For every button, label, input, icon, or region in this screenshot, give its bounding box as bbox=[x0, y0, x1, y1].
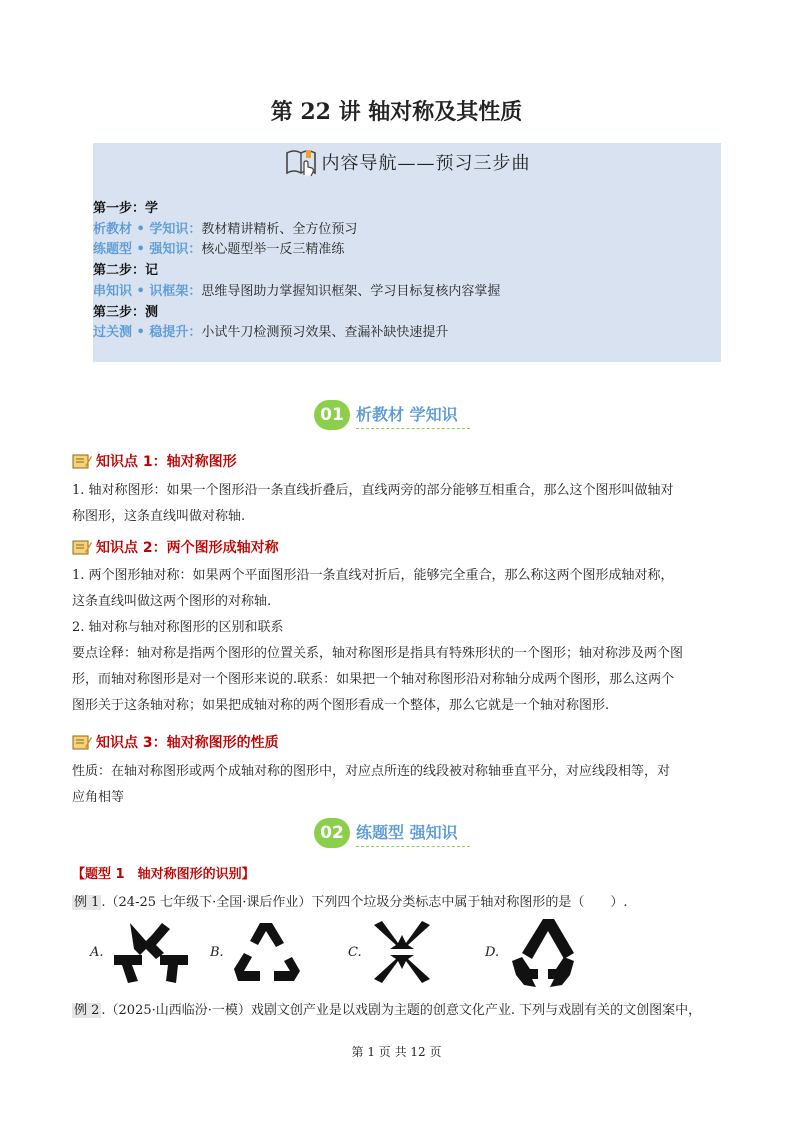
option-b-recycling-symbol bbox=[230, 919, 302, 985]
section-heading-02 bbox=[314, 818, 470, 848]
option-c-arrows-symbol bbox=[370, 921, 434, 983]
nav-line2-text: 核心题型举一反三精准练 bbox=[201, 242, 345, 258]
example-label: 例 1 bbox=[74, 895, 100, 910]
knowledge-point-2-body bbox=[72, 563, 724, 719]
knowledge-point-3-body bbox=[72, 759, 724, 811]
nav-line3-label: 串知识 • 识框架： bbox=[93, 283, 202, 299]
step1-label: 第一步：学 bbox=[93, 201, 159, 216]
section-heading-01 bbox=[314, 400, 470, 430]
text-line: 这条直线叫做这两个图形的对称轴. bbox=[72, 594, 272, 609]
section-number: 01 bbox=[314, 400, 350, 430]
option-d-label: D. bbox=[485, 945, 500, 960]
nav-steps bbox=[93, 199, 500, 344]
nav-line4-text: 小试牛刀检测预习效果、查漏补缺快速提升 bbox=[201, 325, 449, 341]
example-text: .（24-25 七年级下·全国·课后作业）下列四个垃圾分类标志中属于轴对称图形的是（ ）. bbox=[101, 895, 628, 910]
knowledge-point-3-title: 知识点 3：轴对称图形的性质 bbox=[96, 735, 279, 751]
knowledge-point-2-title: 知识点 2：两个图形成轴对称 bbox=[96, 540, 279, 556]
option-d-recycling-symbol bbox=[508, 917, 578, 987]
knowledge-point-3-heading bbox=[72, 732, 279, 752]
question-type-1: 【题型 1 轴对称图形的识别】 bbox=[72, 867, 255, 882]
example-1 bbox=[72, 891, 628, 910]
text-line: 性质：在轴对称图形或两个成轴对称的图形中，对应点所连的线段被对称轴垂直平分，对应线段相等，对 bbox=[72, 764, 671, 779]
nav-line3-text: 思维导图助力掌握知识框架、学习目标复核内容掌握 bbox=[201, 283, 501, 299]
knowledge-point-1-title: 知识点 1：轴对称图形 bbox=[96, 454, 237, 470]
notebook-pencil-icon bbox=[72, 453, 92, 469]
text-line: 1. 两个图形轴对称：如果两个平面图形沿一条直线对折后，能够完全重合，那么称这两个图形成轴对称， bbox=[72, 568, 674, 583]
text-line: 要点诠释：轴对称是指两个图形的位置关系，轴对称图形是指具有特殊形状的一个图形；轴对称涉及两个图 bbox=[72, 646, 684, 661]
example-1-options bbox=[90, 917, 590, 989]
text-line: 应角相等 bbox=[72, 790, 125, 805]
step2-label: 第二步：记 bbox=[93, 263, 159, 279]
nav-line1-label: 析教材 • 学知识： bbox=[93, 221, 202, 237]
content-navigation-box bbox=[93, 143, 721, 362]
nav-line2-label: 练题型 • 强知识： bbox=[93, 242, 202, 258]
example-2 bbox=[72, 999, 701, 1018]
example-label: 例 2 bbox=[74, 1003, 100, 1018]
option-a-recycling-symbol bbox=[112, 919, 190, 987]
section-title: 析教材 学知识 bbox=[356, 402, 470, 429]
knowledge-point-1-heading bbox=[72, 451, 237, 471]
nav-heading: 内容导航——预习三步曲 bbox=[321, 153, 531, 174]
option-c-label: C. bbox=[348, 945, 362, 960]
section-title: 练题型 强知识 bbox=[356, 820, 470, 847]
text-line: 1. 轴对称图形：如果一个图形沿一条直线折叠后，直线两旁的部分能够互相重合，那么这个图形叫做轴对 bbox=[72, 483, 674, 498]
option-a-label: A. bbox=[90, 945, 104, 960]
book-hand-icon bbox=[284, 147, 318, 177]
text-line: 2. 轴对称与轴对称图形的区别和联系 bbox=[72, 620, 284, 635]
step3-label: 第三步：测 bbox=[93, 304, 159, 320]
notebook-pencil-icon bbox=[72, 734, 92, 750]
section-number: 02 bbox=[314, 818, 350, 848]
page-title: 第 22 讲 轴对称及其性质 bbox=[270, 99, 523, 125]
text-line: 称图形，这条直线叫做对称轴. bbox=[72, 509, 246, 524]
notebook-pencil-icon bbox=[72, 539, 92, 555]
knowledge-point-1-body bbox=[72, 478, 724, 530]
text-line: 形，而轴对称图形是对一个图形来说的.联系：如果把一个轴对称图形沿对称轴分成两个图形，那么这两个 bbox=[72, 672, 675, 687]
nav-heading-row bbox=[93, 147, 721, 177]
example-text: .（2025·山西临汾·一模）戏剧文创产业是以戏剧为主题的创意文化产业. 下列与戏剧有关的文创图案中， bbox=[101, 1003, 702, 1018]
knowledge-point-2-heading bbox=[72, 537, 279, 557]
nav-line4-label: 过关测 • 稳提升： bbox=[93, 325, 202, 341]
text-line: 图形关于这条轴对称；如果把成轴对称的两个图形看成一个整体，那么它就是一个轴对称图形. bbox=[72, 698, 610, 713]
option-b-label: B. bbox=[210, 945, 224, 960]
page-footer: 第 1 页 共 12 页 bbox=[351, 1045, 442, 1059]
nav-line1-text: 教材精讲精析、全方位预习 bbox=[201, 221, 358, 237]
